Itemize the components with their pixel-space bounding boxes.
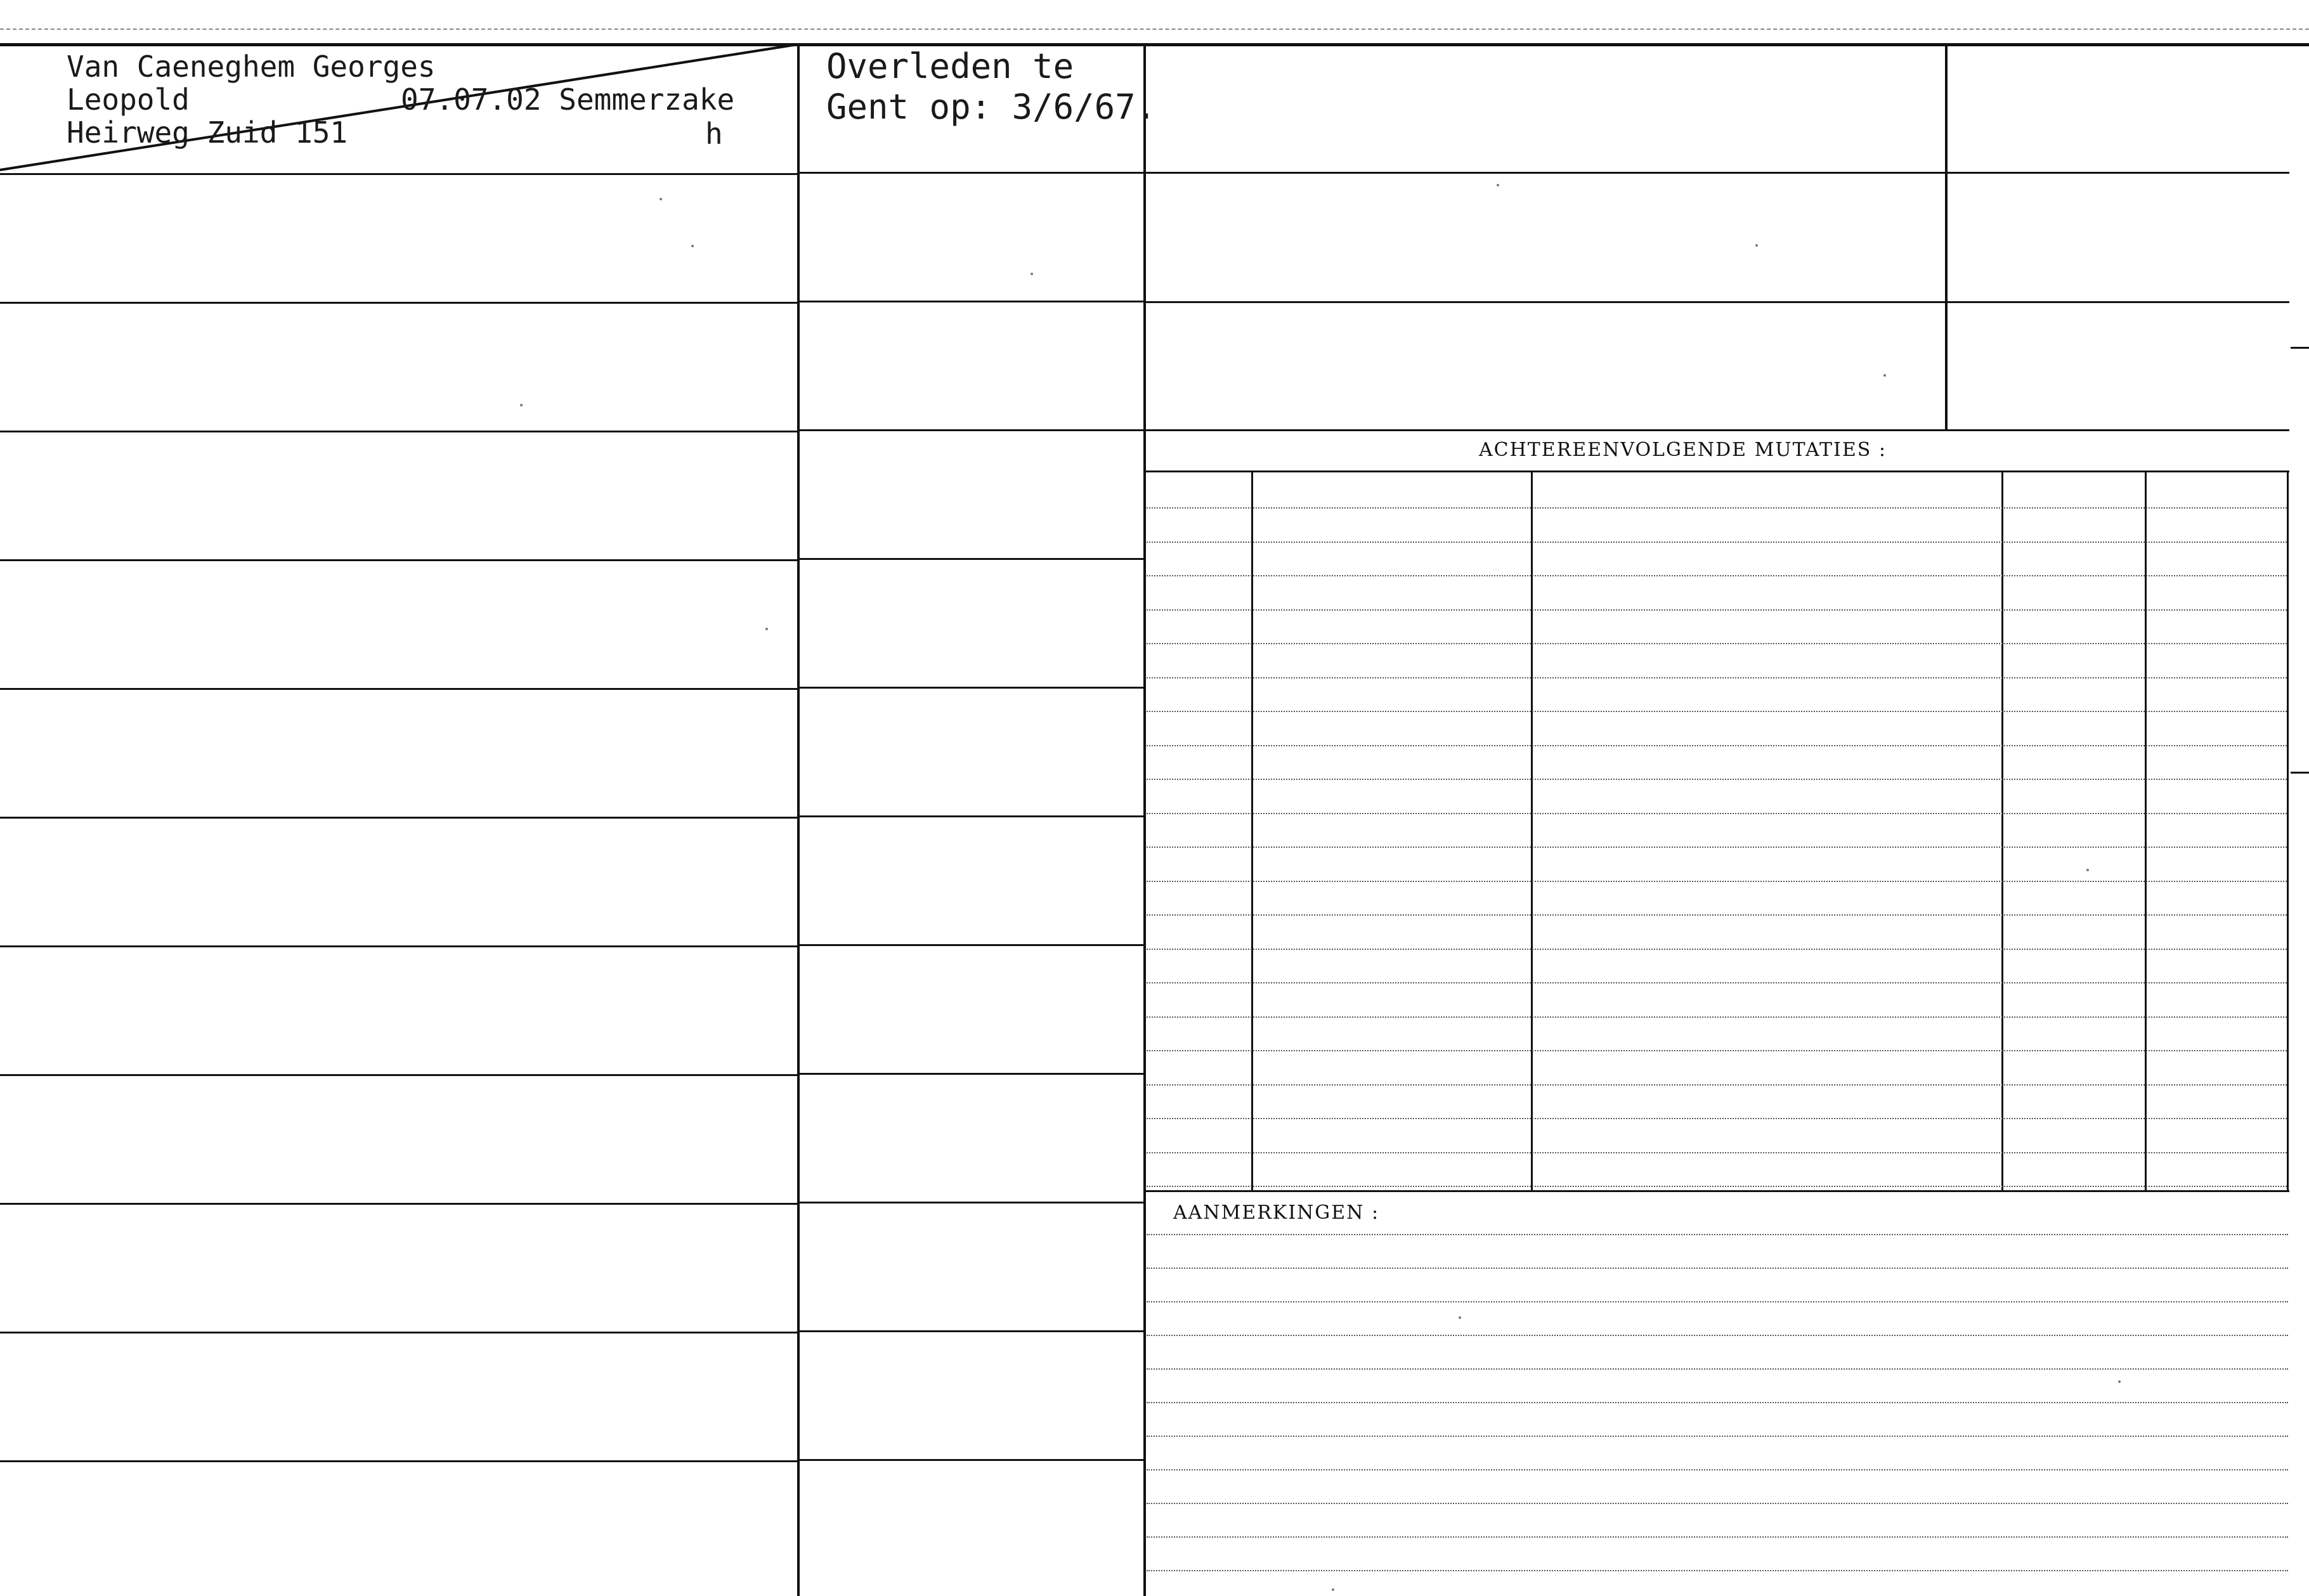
right-block-rule-1 [1145,172,2289,174]
death-note-line-2: Gent op: 3/6/67. [826,87,1157,127]
entry-address: Heirweg Zuid 151 [67,115,348,150]
dotted-row [1147,1335,2288,1336]
dotted-row [1147,1084,2287,1086]
scan-speck [2086,869,2089,871]
row-rule [800,301,1145,302]
dotted-row [1147,643,2287,644]
row-rule [800,1202,1145,1203]
death-note-line-1: Overleden te [826,46,1074,86]
dotted-row [1147,1469,2288,1470]
scan-speck [1332,1588,1334,1591]
scan-speck [1031,273,1033,275]
dotted-row [1147,1402,2288,1403]
row-rule [0,1460,798,1462]
row-rule [0,1203,798,1205]
dotted-row [1147,847,2287,848]
row-rule [800,558,1145,560]
scan-speck [691,245,694,247]
dotted-row [1147,1268,2288,1269]
mutations-top-rule [1145,470,2289,472]
dotted-row [1147,1536,2288,1538]
dotted-row [1147,575,2287,576]
dotted-row [1147,609,2287,611]
dotted-row [1147,1503,2288,1504]
dotted-row [1147,1152,2287,1153]
dotted-row [1147,813,2287,814]
row-rule [800,172,1145,174]
scan-speck [2118,1380,2121,1383]
right-block-rule-3 [1145,429,2289,431]
margin-tick-1 [2291,347,2309,349]
scan-speck [660,198,662,200]
row-rule [0,302,798,304]
row-rule [0,431,798,432]
mutations-bottom-rule [1145,1190,2289,1192]
scan-speck [1497,184,1499,186]
row-rule [800,687,1145,689]
mutations-col-5 [2287,472,2289,1190]
row-rule [800,1459,1145,1461]
dotted-row [1147,1570,2288,1571]
mutations-col-3 [2001,472,2003,1190]
row-rule [800,815,1145,817]
dotted-row [1147,881,2287,882]
column-divider-1 [797,44,800,1596]
row-rule [800,1330,1145,1332]
entry-name: Van Caeneghem Georges [67,49,436,84]
dotted-row [1147,745,2287,746]
row-rule [800,944,1145,946]
dotted-row [1147,711,2287,712]
dotted-row [1147,677,2287,678]
dotted-row [1147,1301,2288,1302]
dotted-row [1147,507,2287,509]
mutations-col-1 [1251,472,1253,1190]
right-block-rule-2 [1145,301,2289,303]
margin-tick-2 [2291,772,2309,774]
row-rule [0,817,798,819]
dotted-row [1147,1234,2288,1235]
dotted-row [1147,982,2287,983]
dotted-row [1147,949,2287,950]
entry-mark: h [705,117,723,151]
row-rule [0,945,798,947]
scan-speck [765,628,768,630]
scan-speck [1755,244,1758,247]
dotted-row [1147,542,2287,543]
row-rule [0,559,798,561]
remarks-heading: AANMERKINGEN : [1173,1202,1380,1224]
row-rule [800,1073,1145,1075]
column-divider-2 [1143,44,1146,1596]
dotted-row [1147,779,2287,780]
dotted-row [1147,1016,2287,1018]
row-rule [0,1332,798,1333]
mutations-col-4 [2145,472,2147,1190]
dotted-row [1147,1368,2288,1370]
row-rule [0,688,798,690]
mutations-col-2 [1531,472,1533,1190]
scan-speck [1883,374,1886,377]
scan-speck [1459,1316,1461,1319]
mutations-heading: ACHTEREENVOLGENDE MUTATIES : [1479,439,1887,461]
entry-birth: 07.07.02 Semmerzake [401,82,735,117]
dotted-row [1147,914,2287,916]
dotted-row [1147,1118,2287,1119]
column-divider-3 [1945,44,1948,429]
entry-first-name: Leopold [67,82,190,117]
row-rule [0,1074,798,1076]
scan-speck [520,404,523,406]
dotted-row [1147,1050,2287,1051]
dotted-row [1147,1436,2288,1437]
dotted-row [1147,1186,2287,1187]
row-rule [800,429,1145,431]
